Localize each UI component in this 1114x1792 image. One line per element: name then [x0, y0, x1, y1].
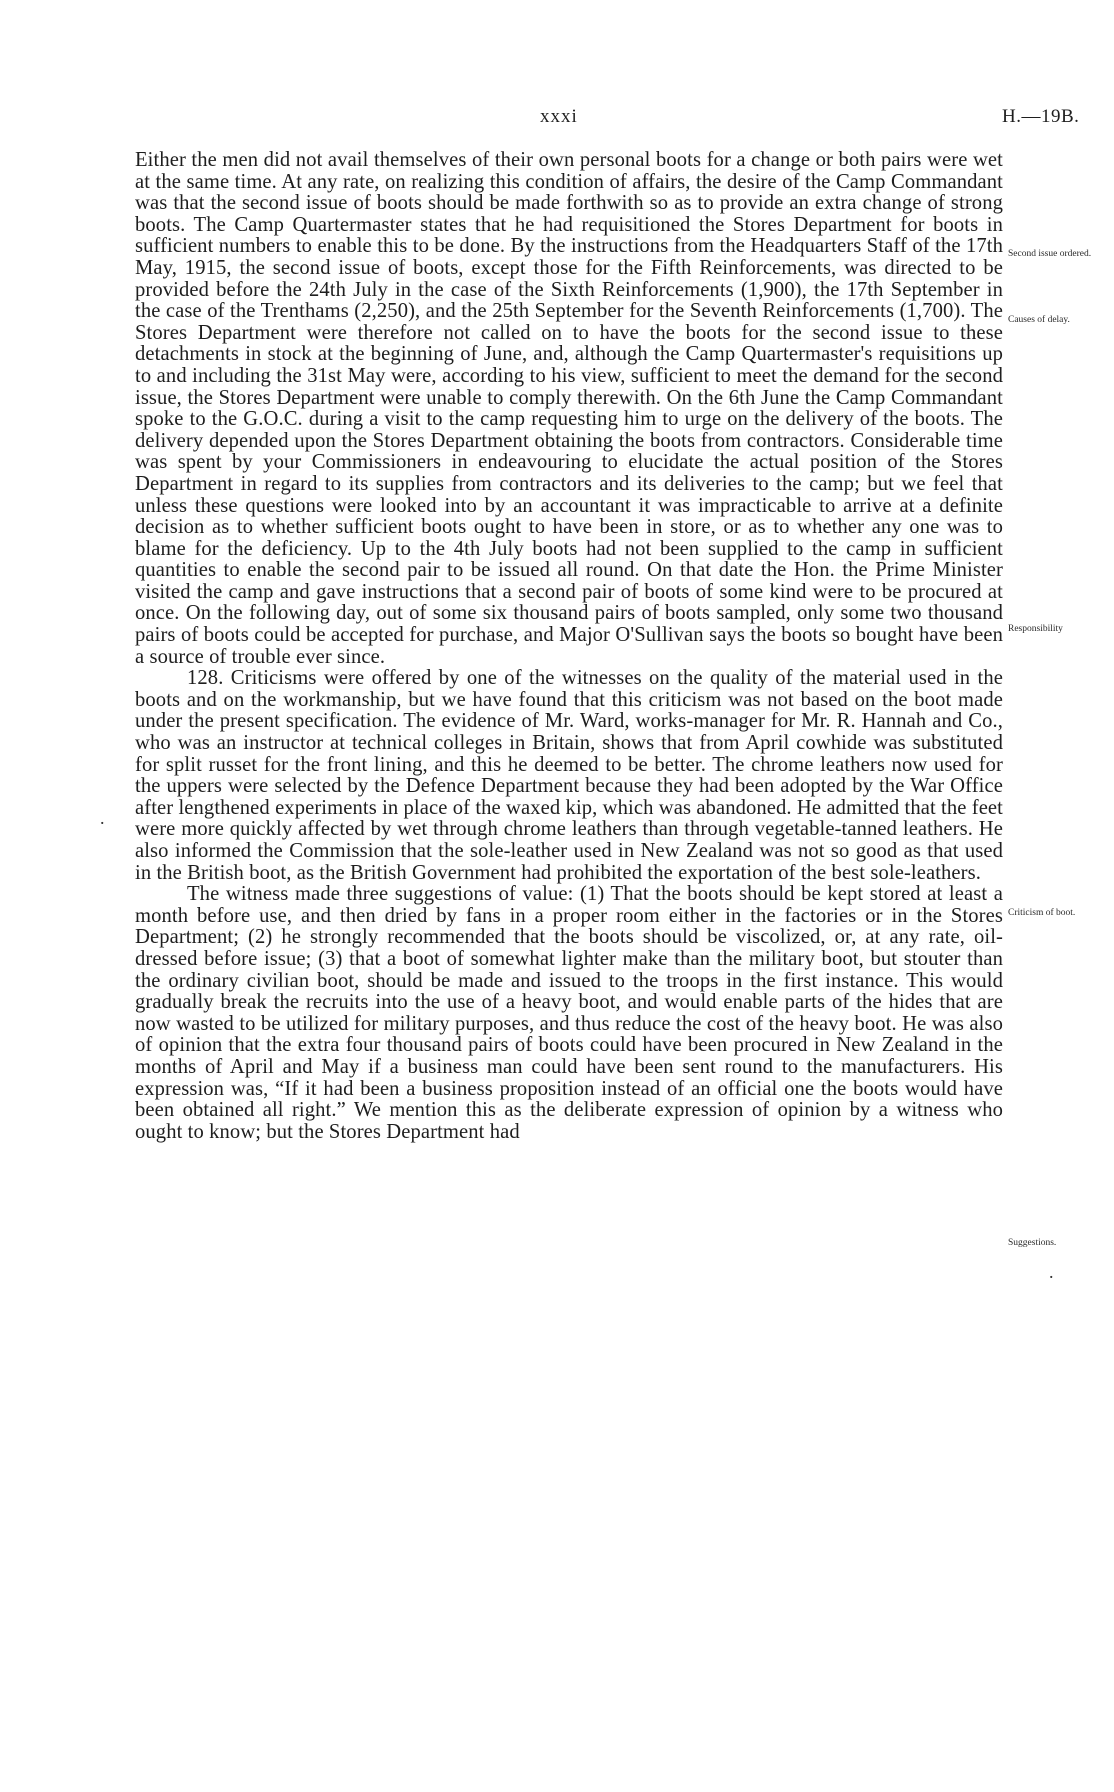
body-text: [135, 150, 1003, 1143]
margin-note-responsibility: Responsibility: [1008, 624, 1063, 634]
paragraph: 128. Criticisms were offered by one of the witnesses on the quality of the material used in the boots and on the workmanship, but we have found that this criticism was not based on the boot made under the present specification. The evidence of Mr. Ward, works-manager for Mr. R. Hannah and Co., who was an instructor at technical colleges in Britain, shows that from April cowhide was substituted for split russet for the front lining, and this he deemed to be better. The chrome leathers now used for the uppers were selected by the Defence Department because they had been adopted by the War Office after lengthened experiments in place of the waxed kip, which was abandoned. He admitted that the feet were more quickly affected by wet through chrome leathers than through vegetable-tanned leathers. He also informed the Commission that the sole-leather used in New Zealand was not so good as that used in the British boot, as the British Government had prohibited the exportation of the best sole-leathers.: [135, 667, 1003, 884]
page-number: xxxi: [540, 106, 578, 127]
margin-note-suggestions: Suggestions.: [1008, 1238, 1057, 1248]
margin-note-criticism: Criticism of boot.: [1008, 908, 1076, 918]
paragraph: The witness made three suggestions of value: (1) That the boots should be kept stored at least a month before use, and then dried by fans in a proper room either in the factories or in the Stores Department; (2) he strongly recommended that the boots should be viscolized, or, at any rate, oil-dressed before issue; (3) that a boot of somewhat lighter make than the military boot, but stouter than the ordinary civilian boot, should be made and issued to the troops in the first instance. This would gradually break the recruits into the use of a heavy boot, and would enable parts of the hides that are now wasted to be utilized for military purposes, and thus reduce the cost of the heavy boot. He was also of opinion that the extra four thousand pairs of boots could have been procured in New Zealand in the months of April and May if a business man could have been sent round to the manufacturers. His expression was, “If it had been a business proposition instead of an official one the boots would have been obtained all right.” We mention this as the deliberate expression of opinion by a witness who ought to know; but the Stores Department had: [135, 883, 1003, 1143]
margin-note-causes-of-delay: Causes of delay.: [1008, 315, 1070, 325]
paragraph: Either the men did not avail themselves of their own personal boots for a change or both pairs were wet at the same time. At any rate, on realizing this condition of affairs, the desire of the Camp Commandant was that the second issue of boots should be made forthwith so as to provide an extra change of strong boots. The Camp Quartermaster states that he had requisitioned the Stores Department for boots in sufficient numbers to enable this to be done. By the instructions from the Headquarters Staff of the 17th May, 1915, the second issue of boots, except those for the Fifth Reinforcements, was directed to be provided before the 24th July in the case of the Sixth Reinforcements (1,900), the 17th September in the case of the Trenthams (2,250), and the 25th September for the Seventh Reinforcements (1,700). The Stores Department were therefore not called on to have the boots for the second issue to these detachments in stock at the beginning of June, and, although the Camp Quartermaster's requisitions up to and including the 31st May were, according to his view, sufficient to meet the demand for the second issue, the Stores Department were unable to comply therewith. On the 6th June the Camp Commandant spoke to the G.O.C. during a visit to the camp requesting him to urge on the delivery of the boots. The delivery depended upon the Stores Department obtaining the boots from contractors. Considerable time was spent by your Commissioners in endeavouring to elucidate the actual position of the Stores Department in regard to its supplies from contractors and its deliveries to the camp; but we feel that unless these questions were looked into by an accountant it was impracticable to arrive at a definite decision as to whether sufficient boots ought to have been in store, or as to whether any one was to blame for the deficiency. Up to the 4th July boots had not been supplied to the camp in sufficient quantities to enable the second pair to be issued all round. On that date the Hon. the Prime Minister visited the camp and gave instructions that a second pair of boots of some kind were to be procured at once. On the following day, out of some six thousand pairs of boots sampled, only some two thousand pairs of boots could be accepted for purchase, and Major O'Sullivan says the boots so bought have been a source of trouble ever since.: [135, 149, 1003, 668]
margin-mark: .: [100, 808, 105, 828]
document-reference: H.—19B.: [1002, 106, 1080, 127]
margin-mark: .: [1049, 1262, 1054, 1282]
margin-note-second-issue: Second issue ordered.: [1008, 249, 1092, 259]
